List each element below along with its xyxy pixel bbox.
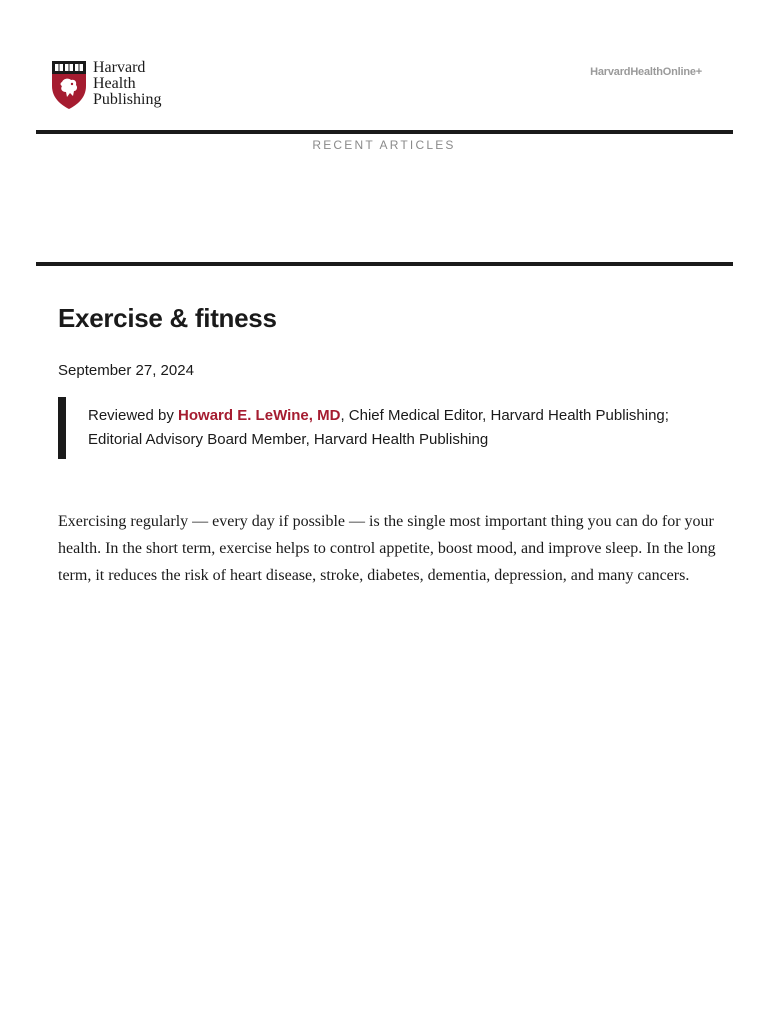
logo-line-3: Publishing xyxy=(93,91,162,108)
logo-line-1: Harvard xyxy=(93,59,146,76)
logo-line-2: Health xyxy=(93,75,136,92)
article-intro-paragraph: Exercising regularly — every day if possible — is the single most important thing you can do for your health. In the short term, exercise helps to control appetite, boost mood, and improve sleep. In the long term, it reduces the risk of heart disease, stroke, diabetes, dementia, depression, and many cancers. xyxy=(58,513,716,584)
review-block xyxy=(58,397,718,459)
review-prefix: Reviewed by xyxy=(88,407,179,424)
logo-wordmark xyxy=(93,60,161,108)
harvard-health-logo[interactable] xyxy=(51,60,161,110)
recent-articles-heading[interactable]: RECENT ARTICLES xyxy=(312,138,456,152)
harvard-shield-icon xyxy=(51,60,87,110)
header-divider xyxy=(36,130,733,134)
page-title: Exercise & fitness xyxy=(58,303,277,333)
publish-date: September 27, 2024 xyxy=(58,362,194,379)
reviewer-link[interactable]: Howard E. LeWine, MD xyxy=(178,407,341,424)
review-credentials: , Chief Medical Editor, Harvard Health Publishing; Editorial Advisory Board Member, Harvard Health Publishing xyxy=(88,407,669,448)
harvard-health-online-link[interactable]: HarvardHealthOnline+ xyxy=(590,66,702,78)
site-header xyxy=(0,0,768,133)
section-divider xyxy=(36,262,733,266)
